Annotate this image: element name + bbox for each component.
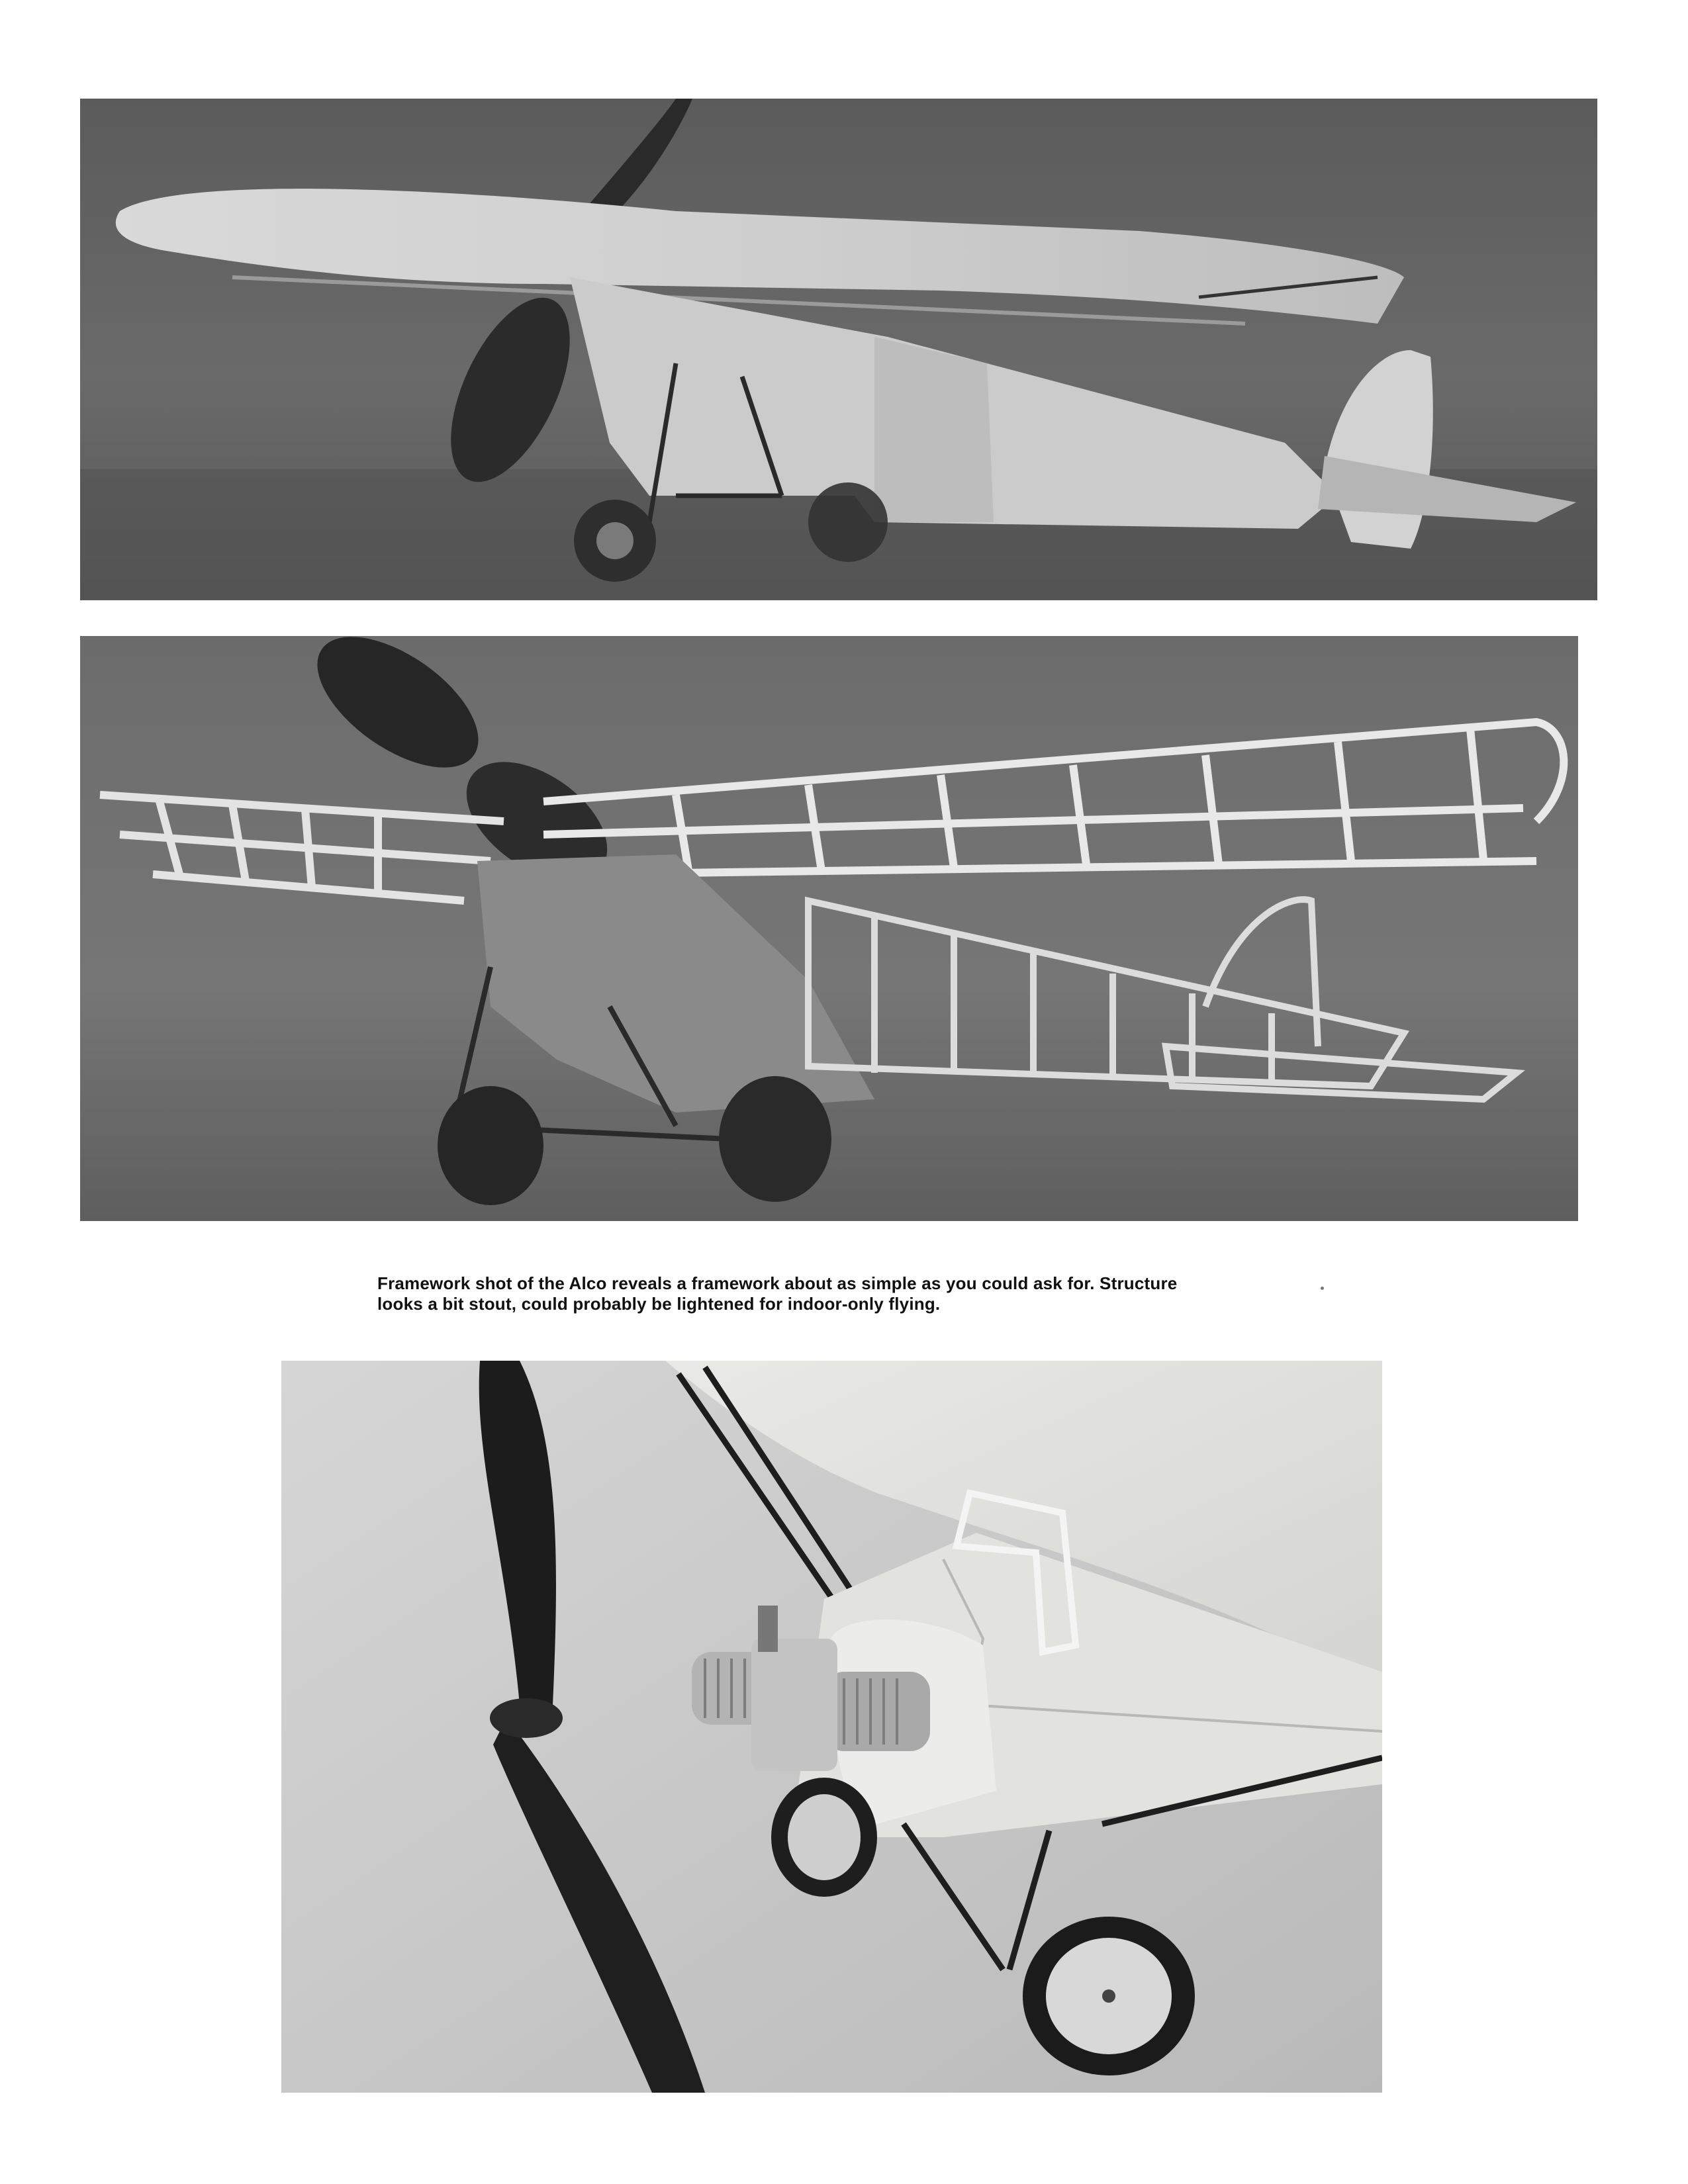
photo-covered-model bbox=[80, 99, 1597, 600]
photo-framework bbox=[80, 636, 1578, 1221]
caption-line-1: Framework shot of the Alco reveals a framework about as simple as you could ask for. Structure bbox=[377, 1273, 1178, 1293]
photo-engine-closeup bbox=[281, 1361, 1382, 2093]
photo-covered-model-graphic bbox=[80, 99, 1597, 600]
photo-caption bbox=[377, 1273, 1344, 1314]
photo-framework-graphic bbox=[80, 636, 1578, 1221]
photo-engine-closeup-graphic bbox=[281, 1361, 1382, 2093]
caption-stray-mark bbox=[1321, 1287, 1324, 1290]
caption-line-2: looks a bit stout, could probably be lightened for indoor-only flying. bbox=[377, 1294, 941, 1314]
